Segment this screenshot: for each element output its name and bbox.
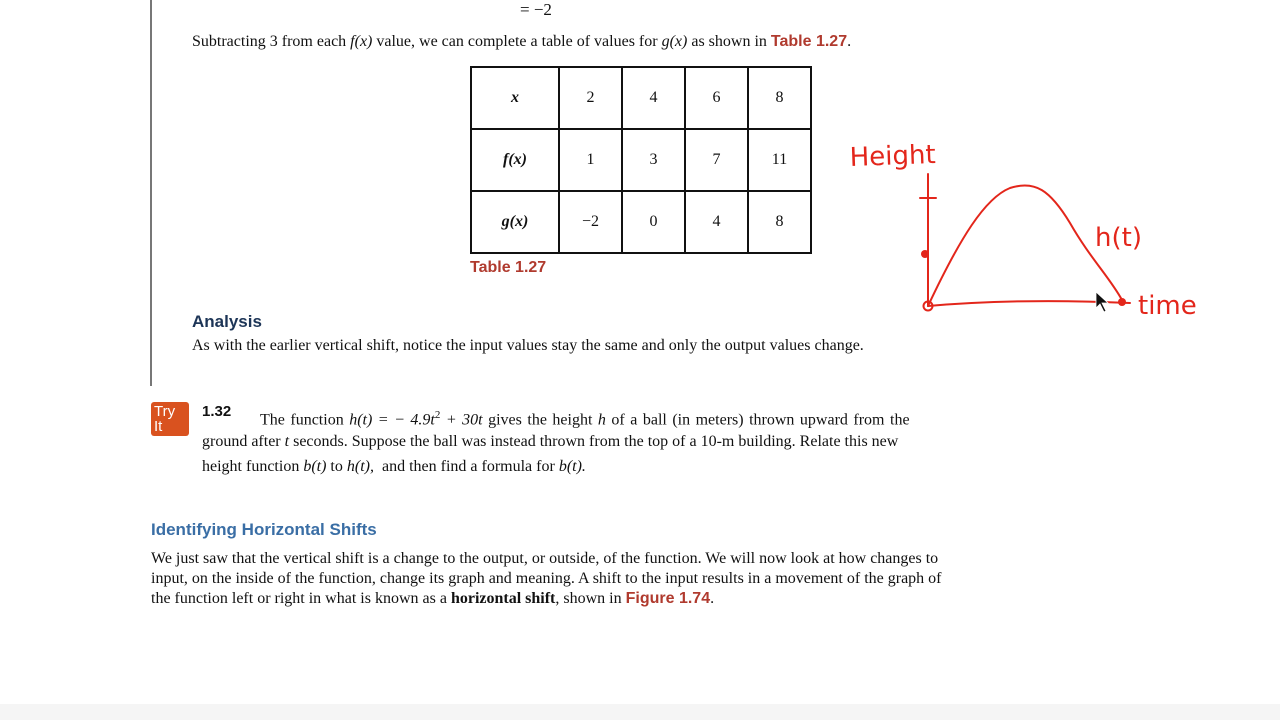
table-link[interactable]: Table 1.27 (770, 33, 848, 50)
section-line-3 (151, 589, 714, 609)
try-it-text: of a ball (in meters) thrown upward from the (605, 411, 910, 429)
try-it-function: b(t). (558, 458, 586, 475)
key-term: horizontal shift (450, 590, 556, 607)
table-cell: 8 (748, 67, 811, 129)
table-cell: 3 (622, 129, 685, 191)
table-cell: 1 (559, 129, 622, 191)
y-axis-label: Height (849, 140, 937, 173)
section-text: the function left or right in what is known as a (151, 590, 451, 607)
section-text: , shown in (555, 590, 626, 607)
table-cell: 4 (685, 191, 748, 253)
try-it-function: b(t) (303, 458, 327, 475)
table-cell: −2 (559, 191, 622, 253)
try-it-badge-line2: It (154, 418, 163, 435)
x-axis-label: time (1138, 291, 1197, 321)
start-height-point (921, 250, 929, 258)
try-it-text: The function (260, 411, 350, 429)
try-it-line-1 (260, 405, 910, 430)
try-it-text: gives the height (482, 411, 598, 429)
table-row (471, 129, 811, 191)
table-cell: 7 (685, 129, 748, 191)
try-it-number: 1.32 (202, 403, 232, 420)
try-it-text: and then find a formula for (373, 458, 559, 475)
try-it-line-2 (202, 432, 898, 452)
landing-point (1118, 298, 1126, 306)
table-row (471, 67, 811, 129)
intro-text-c: as shown in (687, 33, 771, 50)
try-it-text: to (326, 458, 347, 475)
values-table (470, 66, 812, 254)
section-line-2: input, on the inside of the function, change its graph and meaning. A shift to the input results in a movement of the graph of (151, 570, 942, 587)
section-text: . (710, 590, 715, 607)
try-it-line-3 (202, 457, 586, 477)
try-it-exponent: 2 (434, 409, 441, 421)
analysis-heading: Analysis (192, 312, 262, 331)
analysis-body: As with the earlier vertical shift, notice the input values stay the same and only the output values change. (192, 337, 864, 354)
intro-gx: g(x) (661, 33, 688, 50)
intro-fx: f(x) (350, 33, 373, 50)
curve-label: h(t) (1095, 223, 1142, 253)
try-it-text: ground after (202, 433, 285, 450)
table-cell: 6 (685, 67, 748, 129)
try-it-variable: h (597, 411, 606, 429)
table-cell: 2 (559, 67, 622, 129)
intro-paragraph (192, 32, 851, 52)
try-it-badge (151, 402, 189, 436)
row-header: g(x) (471, 191, 559, 253)
height-curve (928, 185, 1122, 306)
intro-text-b: value, we can complete a table of values for (372, 33, 662, 50)
try-it-function: h(t), (346, 458, 374, 475)
mouse-cursor-icon (1096, 292, 1108, 312)
table-row (471, 191, 811, 253)
table-cell: 8 (748, 191, 811, 253)
left-margin-bar (150, 0, 152, 386)
handwritten-sketch (840, 128, 1230, 328)
section-line-1: We just saw that the vertical shift is a change to the output, or outside, of the function. We will now look at how changes to (151, 550, 939, 567)
try-it-text: seconds. Suppose the ball was instead thrown from the top of a 10-m building. Relate this new (289, 433, 899, 450)
table-cell: 0 (622, 191, 685, 253)
intro-end: . (847, 33, 852, 50)
try-it-text: height function (202, 458, 304, 475)
try-it-variable: t (284, 433, 290, 450)
bottom-band (0, 704, 1280, 720)
figure-link[interactable]: Figure 1.74 (625, 590, 711, 607)
try-it-badge-line1: Try (154, 403, 176, 420)
row-header: f(x) (471, 129, 559, 191)
intro-text-a: Subtracting 3 from each (192, 33, 351, 50)
table-cell: 4 (622, 67, 685, 129)
table-cell: 11 (748, 129, 811, 191)
table-caption: Table 1.27 (470, 259, 547, 276)
top-equation: = −2 (520, 0, 552, 19)
try-it-equation: h(t) = − 4.9t (349, 411, 435, 429)
try-it-equation-rest: + 30t (440, 411, 483, 429)
section-heading: Identifying Horizontal Shifts (151, 520, 377, 539)
row-header: x (471, 67, 559, 129)
